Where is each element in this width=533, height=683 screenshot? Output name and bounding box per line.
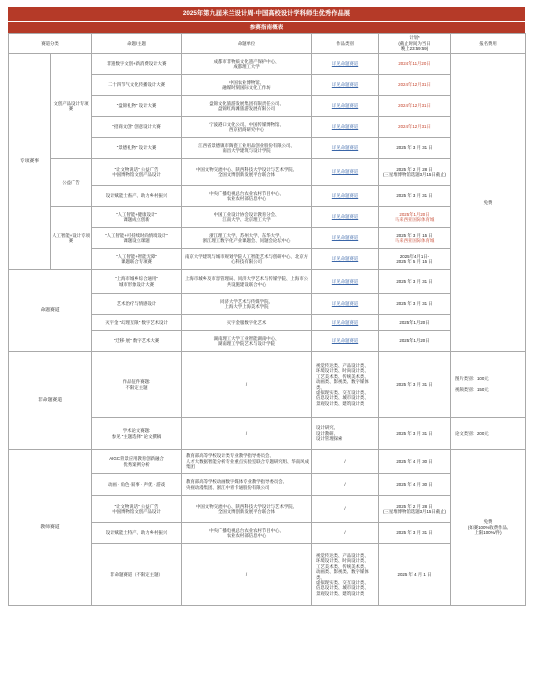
table-row: 命题赛道 "上海市城乡综合通用" 城市形象设计大赛 上海市城乡及市容管理局、同济大学艺术与传媒学院、上海市公共设施建设联合中心 详见命题赛道 2025 年 3 月 31 日	[9, 270, 526, 294]
group-ai: 人工智能+设计专项赛	[51, 207, 92, 270]
table-row: "盘锦礼物" 设计大赛 盘锦文化旅游发展集团有限责任公司、 盘锦红海滩旅游发展有限公司 详见命题赛道 2024年12月31日	[9, 96, 526, 117]
group-jiaoshi: 教师赛道	[9, 450, 92, 606]
table-row: "招商文创" 创意设计大赛 宁波港口文化公司、中国传媒博物馆、 西京招商研究中心 详见命题赛道 2024年12月31日	[9, 117, 526, 138]
track-link[interactable]: 详见命题赛道	[331, 82, 359, 88]
table-row: 学术论文赛题: 参见 "主题选择" 论文撰稿 / 设计研究、 设计教研、 设计管理探索 2025 年 3 月 31 日 论文类别：200元	[9, 418, 526, 450]
table-row: 公益广告 "让文物说话" 公益广告 中国博物馆文创产品设计 中国文物交流中心、陕西科技大学设计与艺术学院、 全国文博创新发展平台联合体 详见命题赛道 2025 年 2 月 28 日 (三星堆博物馆选题3月15日截止)	[9, 159, 526, 186]
table-row: "人工智能+可持续时尚情境设计" 课题设立课题 浙江理工大学、苏州大学、东华大学、 浙江理工数字化产业课题会、问题会论坛中心 详见命题赛道 2025 年 3 月 15 日 马来西亚国际体育城	[9, 228, 526, 249]
group-fei: 非命题赛道	[9, 352, 92, 450]
table-row: 专项赛事 文创产品设计专项赛 非遗数字文创+新消费设计大赛 成都市非物质文化遗产保护中心、 成都理工大学 详见命题赛道 2024年11月20日 免费	[9, 54, 526, 75]
fee-teacher: 免费 (如赛100%收费作品, 上限100%/件)	[451, 450, 526, 606]
table-row: "让文物说话" 公益广告 中国博物馆文创产品设计 中国文物交流中心、陕西科技大学设计与艺术学院、 全国文博创新发展平台联合体 / 2025 年 2 月 28 日 (三星堆博物馆选题3月15日截止)	[9, 496, 526, 523]
track-link[interactable]: 详见命题赛道	[331, 319, 359, 325]
guide-table	[8, 33, 526, 606]
track-link[interactable]: 详见命题赛道	[331, 61, 359, 67]
table-row: 设计赋能土特产、助力乡村振兴 中央广播电视总台农业农村节目中心、 农业农村部信息中心 / 2025 年 3 月 31 日	[9, 523, 526, 544]
track-link[interactable]: 详见命题赛道	[331, 338, 359, 344]
table-row: 艺术治疗与情感设计 同济大学艺术与传媒学院、 上海大学上海美术学院 详见命题赛道 2025 年 3 月 31 日	[9, 294, 526, 315]
table-row: 非命题赛道（不限定主题） / 视觉传达类、产品设计类、 环境设计类、时尚设计类、 工艺美术类、传统美术类、 动画类、影视类、数字媒体类、 虚拟现实类、交互设计类、 信息设计类、城市设计类、 景观设计类、建筑设计类 2025 年 4 月 1 日	[9, 544, 526, 606]
table-row: 动画 · 角色·叙事 · 声优 · 游戏 教育部高等学校动画数字媒体专业教学指导委员会、 央视动漫集团、浙江中青卡通股份有限公司 / 2025 年 4 月 30 日	[9, 474, 526, 496]
table-row: 人工智能+设计专项赛 "人工智能+健康设计" 课题成立创新 中国工业设计协会设计教育分会、 江南大学、北京理工大学 详见命题赛道 2025年1月20日 马来西亚国际体育城	[9, 207, 526, 228]
track-link[interactable]: 详见命题赛道	[331, 124, 359, 130]
table-row: "人工智能+智能无障" 课题联合专项赛 南京大学建筑与城市规划学院人工智能艺术与创研中心、北京方心科技有限公司 详见命题赛道 2025年4月1日- 2025 年 5 月 15 日	[9, 249, 526, 270]
page-subtitle: 参赛指南概表	[8, 21, 525, 33]
fee-free: 免费	[451, 54, 526, 352]
group-mingti: 命题赛道	[9, 270, 92, 352]
banner	[8, 7, 525, 33]
track-link[interactable]: 详见命题赛道	[331, 193, 359, 199]
header-category: 赛道分类	[9, 34, 92, 54]
table-row: 非命题赛道 作品征件赛题: 不限定主题 / 视觉传达类、产品设计类、 环境设计类、时尚设计类、 工艺美术类、传统美术类、 动画类、影视类、数字媒体类、 虚拟现实类、交互设计类、 信息设计类、城市设计类、 景观设计类、建筑设计类 2025 年 3 月 31 日 图片类别：100元 视频类别：150元	[9, 352, 526, 418]
header-org: 命题单位	[182, 34, 312, 54]
table-row: "迁移·展" 数字艺术大赛 湖南理工大学工业智能湖南中心、 湖南理工学院艺术与设计学院 详见命题赛道 2025年1月20日	[9, 331, 526, 352]
track-link[interactable]: 详见命题赛道	[331, 278, 359, 284]
table-row: 教师赛道 AIGC背景应用教育创新融合 优秀案例分析 教育部高等学校设计类专业教学指导委员会、 人才大数据智能分析专业重点实验室联合专题研究组、华南风成集团 / 2025 年 4 月 30 日 免费 (如赛100%收费作品, 上限100%/件)	[9, 450, 526, 474]
track-link[interactable]: 详见命题赛道	[331, 256, 359, 262]
header-fee: 报名费用	[451, 34, 526, 54]
table-header	[9, 34, 526, 54]
guide-sheet	[8, 7, 525, 606]
table-row: 设计赋能士畜产、助力乡村振兴 中央广播电视总台农业农村节目中心、 农业农村部信息中心 详见命题赛道 2025 年 3 月 31 日	[9, 186, 526, 207]
track-link[interactable]: 详见命题赛道	[331, 301, 359, 307]
track-link[interactable]: 详见命题赛道	[331, 103, 359, 109]
table-row: 二十四节气文化传播设计大赛 中国农业博物馆、 融媒时刻国际文化工作坊 详见命题赛道 2024年12月31日	[9, 75, 526, 96]
header-type: 作品类别	[312, 34, 379, 54]
track-link[interactable]: 详见命题赛道	[331, 169, 359, 175]
group-wenchuang: 文创产品设计专项赛	[51, 54, 92, 159]
table-row: "景德礼物" 设计大赛 江西省景德镇市陶瓷工业用品创业股份有限公司、 南昌大学建筑与设计学院 详见命题赛道 2025 年 3 月 31 日	[9, 138, 526, 159]
track-link[interactable]: 详见命题赛道	[331, 214, 359, 220]
track-link[interactable]: 详见命题赛道	[331, 145, 359, 151]
header-time: 计划* (截止时间为当日 晚上23:59:59)	[379, 34, 451, 54]
track-link[interactable]: 详见命题赛道	[331, 235, 359, 241]
group-gongyi: 公益广告	[51, 159, 92, 207]
table-row: 灭宇金 "幻理互限" 数字艺术设计 灭宇金服数字化艺术 详见命题赛道 2025年1月20日	[9, 315, 526, 331]
page-title: 2025年第九届米兰设计周-中国高校设计学科师生优秀作品展	[182, 10, 351, 17]
group-zhuanxiang: 专项赛事	[9, 54, 51, 270]
header-theme: 命题/主题	[92, 34, 182, 54]
